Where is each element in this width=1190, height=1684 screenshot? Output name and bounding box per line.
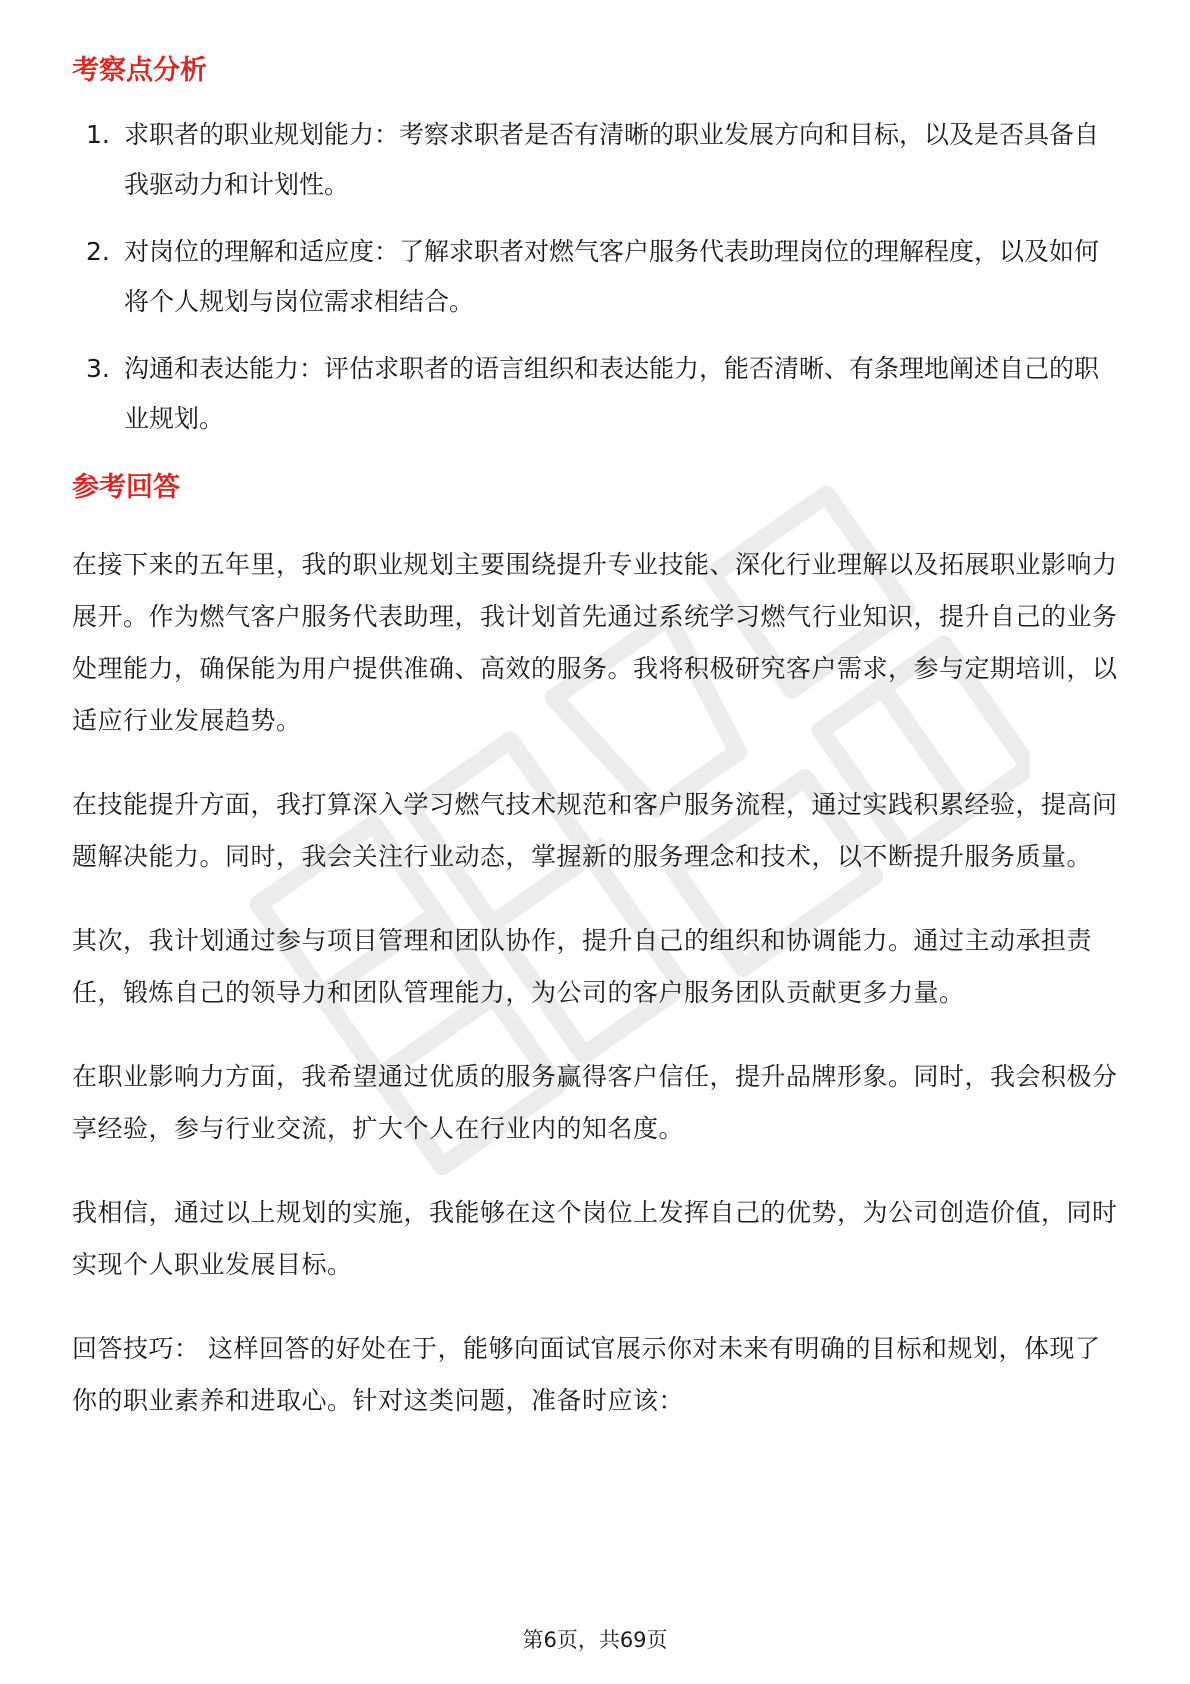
list-item-number: 2. [86, 237, 110, 266]
list-item [72, 227, 1122, 327]
analysis-list [72, 110, 1122, 444]
answer-paragraph: 其次，我计划通过参与项目管理和团队协作，提升自己的组织和协调能力。通过主动承担责任，锻炼自己的领导力和团队管理能力，为公司的客户服务团队贡献更多力量。 [72, 926, 1093, 1007]
content-area [72, 44, 1122, 1459]
answer-paragraph: 在技能提升方面，我打算深入学习燃气技术规范和客户服务流程，通过实践积累经验，提高问题解决能力。同时，我会关注行业动态，掌握新的服务理念和技术，以不断提升服务质量。 [72, 790, 1118, 871]
answer-paragraph: 在职业影响力方面，我希望通过优质的服务赢得客户信任，提升品牌形象。同时，我会积极分享经验，参与行业交流，扩大个人在行业内的知名度。 [72, 1062, 1118, 1143]
list-item-number: 3. [86, 354, 110, 383]
list-item-text: 对岗位的理解和适应度：了解求职者对燃气客户服务代表助理岗位的理解程度，以及如何将个人规划与岗位需求相结合。 [124, 237, 1100, 316]
list-item-text: 求职者的职业规划能力：考察求职者是否有清晰的职业发展方向和目标，以及是否具备自我驱动力和计划性。 [124, 120, 1100, 199]
analysis-heading: 考察点分析 [72, 55, 207, 86]
list-item [72, 110, 1122, 210]
page-footer: 第6页，共69页 [522, 1628, 668, 1652]
answer-heading: 参考回答 [72, 472, 180, 503]
answer-paragraph: 我相信，通过以上规划的实施，我能够在这个岗位上发挥自己的优势，为公司创造价值，同时实现个人职业发展目标。 [72, 1198, 1118, 1279]
list-item-text: 沟通和表达能力：评估求职者的语言组织和表达能力，能否清晰、有条理地阐述自己的职业规划。 [124, 354, 1100, 433]
answer-paragraph: 在接下来的五年里，我的职业规划主要围绕提升专业技能、深化行业理解以及拓展职业影响力展开。作为燃气客户服务代表助理，我计划首先通过系统学习燃气行业知识，提升自己的业务处理能力，确保能为用户提供准确、高效的服务。我将积极研究客户需求，参与定期培训，以适应行业发展趋势。 [72, 550, 1118, 735]
list-item-number: 1. [86, 120, 110, 149]
list-item [72, 344, 1122, 444]
answer-tip-paragraph: 回答技巧： 这样回答的好处在于，能够向面试官展示你对未来有明确的目标和规划，体现了你的职业素养和进取心。针对这类问题，准备时应该： [72, 1334, 1101, 1415]
